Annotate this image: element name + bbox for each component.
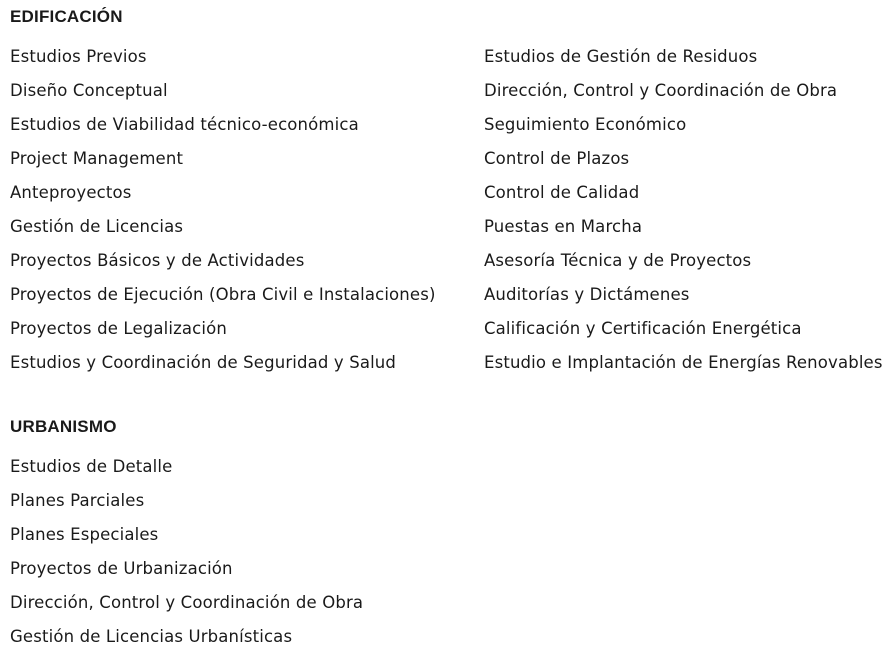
list-item: Dirección, Control y Coordinación de Obra	[484, 81, 838, 100]
list-item: Calificación y Certificación Energética	[484, 319, 802, 338]
list-item: Asesoría Técnica y de Proyectos	[484, 251, 752, 270]
list-item: Puestas en Marcha	[484, 217, 643, 236]
list-item: Estudios de Detalle	[10, 457, 173, 476]
urbanismo-section	[10, 416, 363, 654]
list-item: Estudios de Gestión de Residuos	[484, 47, 758, 66]
edificacion-columns	[10, 40, 883, 380]
edificacion-heading: EDIFICACIÓN	[10, 7, 123, 26]
list-item: Control de Calidad	[484, 183, 640, 202]
list-item: Planes Especiales	[10, 525, 159, 544]
list-item: Control de Plazos	[484, 149, 630, 168]
list-item: Project Management	[10, 149, 184, 168]
list-item: Estudio e Implantación de Energías Renovables	[484, 353, 883, 372]
urbanismo-list	[10, 450, 363, 654]
list-item: Dirección, Control y Coordinación de Obra	[10, 593, 364, 612]
list-item: Gestión de Licencias Urbanísticas	[10, 627, 293, 646]
list-item: Estudios de Viabilidad técnico-económica	[10, 115, 359, 134]
edificacion-section	[10, 6, 883, 380]
edificacion-right-list	[484, 40, 883, 380]
list-item: Auditorías y Dictámenes	[484, 285, 690, 304]
list-item: Proyectos Básicos y de Actividades	[10, 251, 305, 270]
list-item: Estudios y Coordinación de Seguridad y Salud	[10, 353, 397, 372]
list-item: Proyectos de Legalización	[10, 319, 227, 338]
urbanismo-heading: URBANISMO	[10, 417, 117, 436]
list-item: Proyectos de Urbanización	[10, 559, 233, 578]
list-item: Planes Parciales	[10, 491, 145, 510]
list-item: Proyectos de Ejecución (Obra Civil e Instalaciones)	[10, 285, 436, 304]
list-item: Diseño Conceptual	[10, 81, 168, 100]
list-item: Seguimiento Económico	[484, 115, 687, 134]
edificacion-left-list	[10, 40, 484, 380]
list-item: Gestión de Licencias	[10, 217, 184, 236]
list-item: Anteproyectos	[10, 183, 132, 202]
list-item: Estudios Previos	[10, 47, 147, 66]
